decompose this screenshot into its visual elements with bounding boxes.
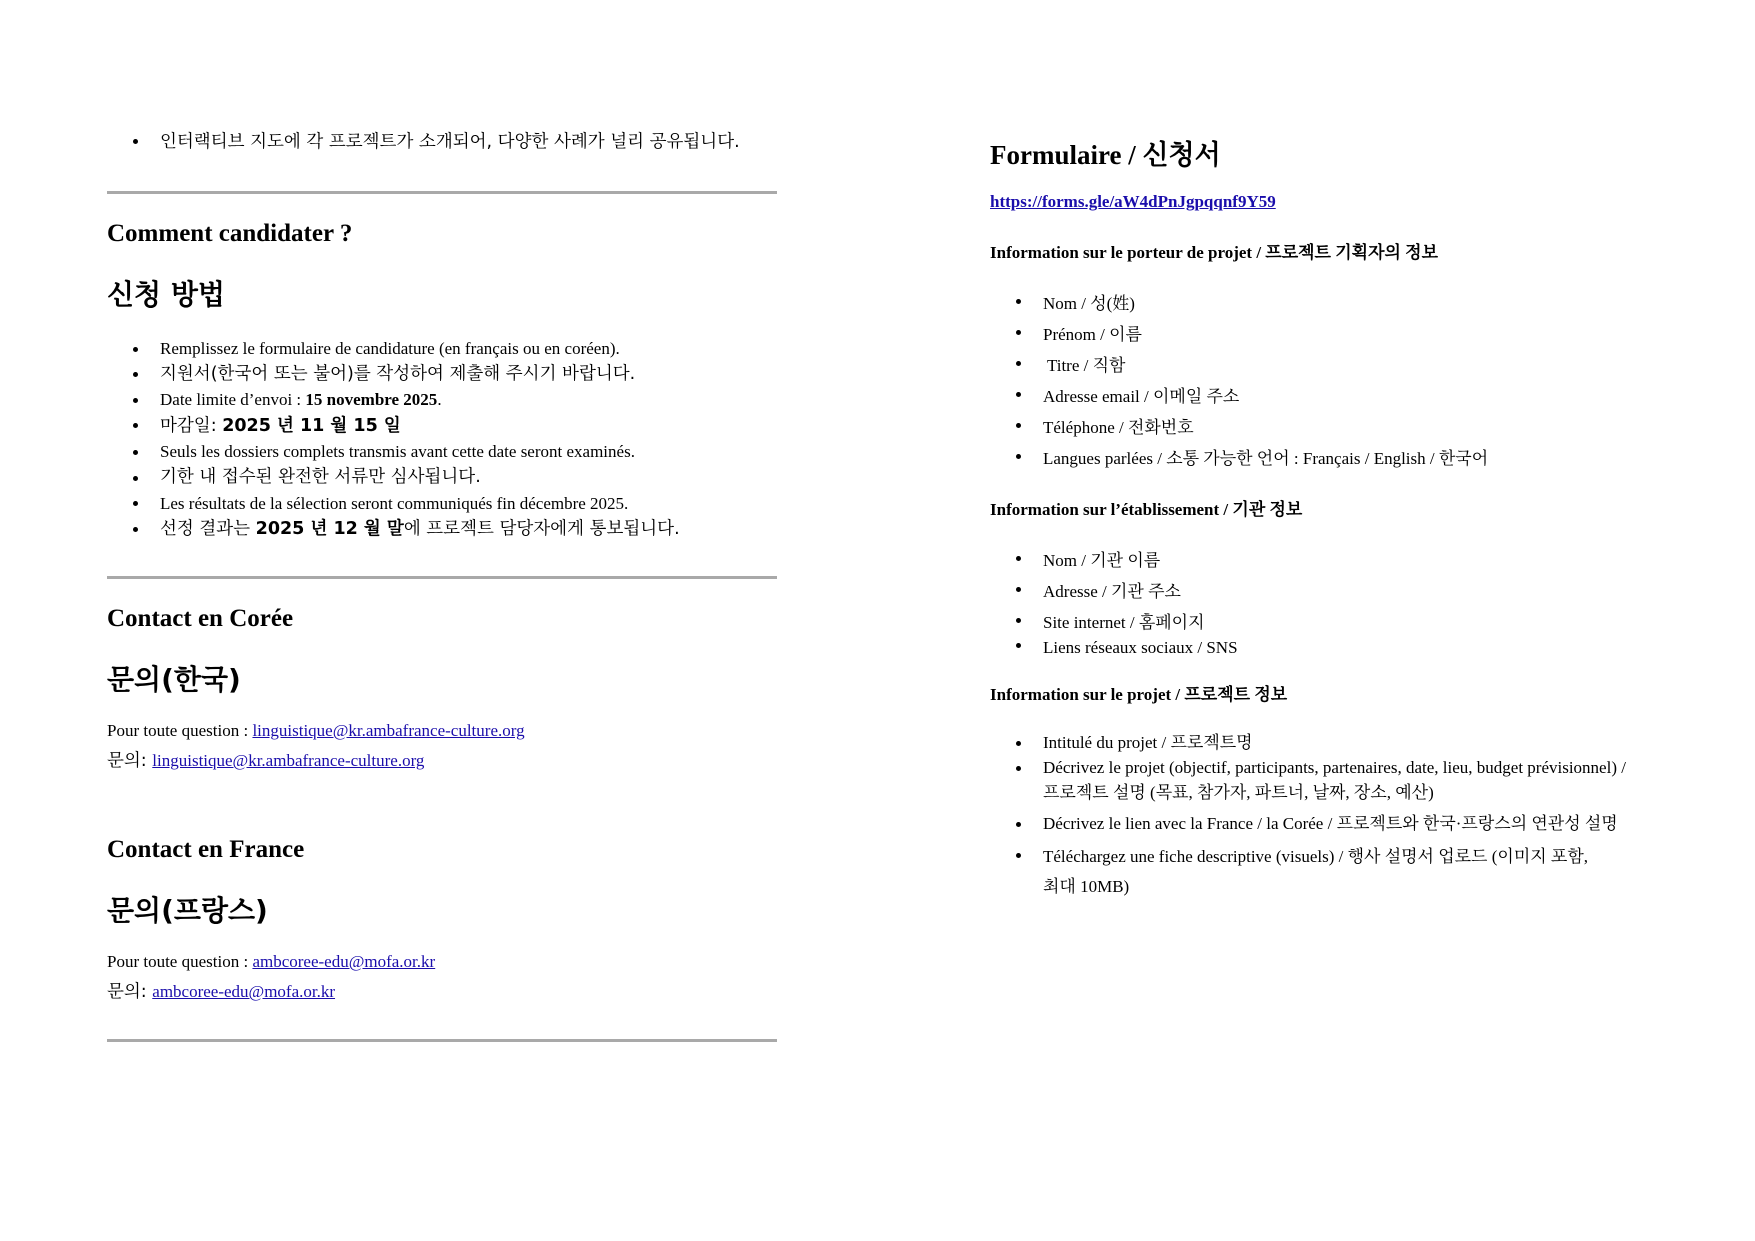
divider	[107, 1039, 777, 1042]
etablissement-title: Information sur l’établissement / 기관 정보	[990, 500, 1303, 519]
contact-france-heading-fr: Contact en France	[107, 836, 305, 863]
list-item: Nom / 성(姓)	[1043, 288, 1488, 319]
list-item: Site internet / 홈페이지	[1043, 607, 1238, 638]
projet-list	[990, 730, 1626, 902]
form-heading: Formulaire / 신청서	[990, 140, 1221, 170]
form-link[interactable]: https://forms.gle/aW4dPnJgpqqnf9Y59	[990, 192, 1276, 211]
porteur-list	[990, 288, 1488, 474]
list-item: 기한 내 접수된 완전한 서류만 심사됩니다.	[160, 465, 680, 491]
list-item	[1043, 755, 1626, 805]
list-item: Prénom / 이름	[1043, 319, 1488, 350]
contact-korea-email-link[interactable]: linguistique@kr.ambafrance-culture.org	[252, 721, 525, 740]
contact-france-line-fr	[107, 952, 435, 972]
deadline-kr: 2025 년 11 월 15 일	[222, 415, 401, 436]
contact-france-line-kr	[107, 978, 335, 1003]
apply-heading-kr: 신청 방법	[107, 278, 225, 311]
contact-korea-email-link[interactable]: linguistique@kr.ambafrance-culture.org	[152, 751, 425, 770]
contact-korea-line-kr	[107, 747, 424, 772]
contact-label: Pour toute question :	[107, 721, 253, 740]
list-item: Seuls les dossiers complets transmis avant cette date seront examinés.	[160, 439, 680, 465]
contact-label: Pour toute question :	[107, 952, 253, 971]
etablissement-list	[990, 545, 1238, 663]
list-item: Langues parlées / 소통 가능한 언어 : Français / English / 한국어	[1043, 443, 1488, 474]
deadline-fr: 15 novembre 2025	[305, 390, 438, 410]
list-item: Adresse email / 이메일 주소	[1043, 381, 1488, 412]
item-text: 마감일:	[160, 415, 223, 436]
contact-korea-heading-fr: Contact en Corée	[107, 605, 294, 632]
divider	[107, 576, 777, 579]
contact-france-heading-kr: 문의(프랑스)	[107, 894, 268, 927]
form-link-line	[990, 192, 1276, 212]
porteur-title: Information sur le porteur de projet / 프로젝트 기획자의 정보	[990, 243, 1439, 262]
item-text: .	[437, 390, 442, 410]
list-item: Liens réseaux sociaux / SNS	[1043, 632, 1238, 663]
list-item: Nom / 기관 이름	[1043, 545, 1238, 576]
divider	[107, 191, 777, 194]
item-line: Décrivez le projet (objectif, participants, partenaires, date, lieu, budget prévisionnel) /	[1043, 758, 1626, 777]
list-item: Titre / 직함	[1043, 350, 1488, 381]
list-item	[160, 387, 680, 413]
apply-list	[107, 336, 680, 543]
list-item: Téléphone / 전화번호	[1043, 412, 1488, 443]
item-line: 프로젝트 설명 (목표, 참가자, 파트너, 날짜, 장소, 예산)	[1043, 783, 1434, 802]
contact-label: 문의:	[107, 751, 153, 771]
list-item	[160, 413, 680, 440]
contact-label: 문의:	[107, 982, 153, 1002]
contact-france-email-link[interactable]: ambcoree-edu@mofa.or.kr	[152, 982, 336, 1001]
projet-title: Information sur le projet / 프로젝트 정보	[990, 685, 1288, 704]
list-item	[1043, 842, 1626, 902]
results-date-kr: 2025 년 12 월 말	[255, 519, 404, 540]
list-item: Adresse / 기관 주소	[1043, 576, 1238, 607]
list-item: Intitulé du projet / 프로젝트명	[1043, 730, 1626, 755]
list-item: 인터랙티브 지도에 각 프로젝트가 소개되어, 다양한 사례가 널리 공유됩니다.	[160, 128, 740, 153]
apply-heading-fr: Comment candidater ?	[107, 220, 353, 247]
contact-korea-heading-kr: 문의(한국)	[107, 663, 241, 696]
list-item: 지원서(한국어 또는 불어)를 작성하여 제출해 주시기 바랍니다.	[160, 362, 680, 388]
item-line: 최대 10MB)	[1043, 877, 1130, 896]
contact-france-email-link[interactable]: ambcoree-edu@mofa.or.kr	[252, 952, 436, 971]
list-item: Les résultats de la sélection seront communiqués fin décembre 2025.	[160, 491, 680, 517]
intro-list	[107, 128, 740, 153]
item-text: 에 프로젝트 담당자에게 통보됩니다.	[403, 519, 680, 540]
list-item: Décrivez le lien avec la France / la Corée / 프로젝트와 한국·프랑스의 연관성 설명	[1043, 811, 1626, 836]
item-line: Téléchargez une fiche descriptive (visuels) / 행사 설명서 업로드 (이미지 포함,	[1043, 847, 1589, 866]
item-text: Date limite d’envoi :	[160, 390, 306, 410]
list-item: Remplissez le formulaire de candidature (en français ou en coréen).	[160, 336, 680, 362]
item-text: 선정 결과는	[160, 519, 256, 540]
contact-korea-line-fr	[107, 721, 525, 741]
list-item	[160, 516, 680, 543]
